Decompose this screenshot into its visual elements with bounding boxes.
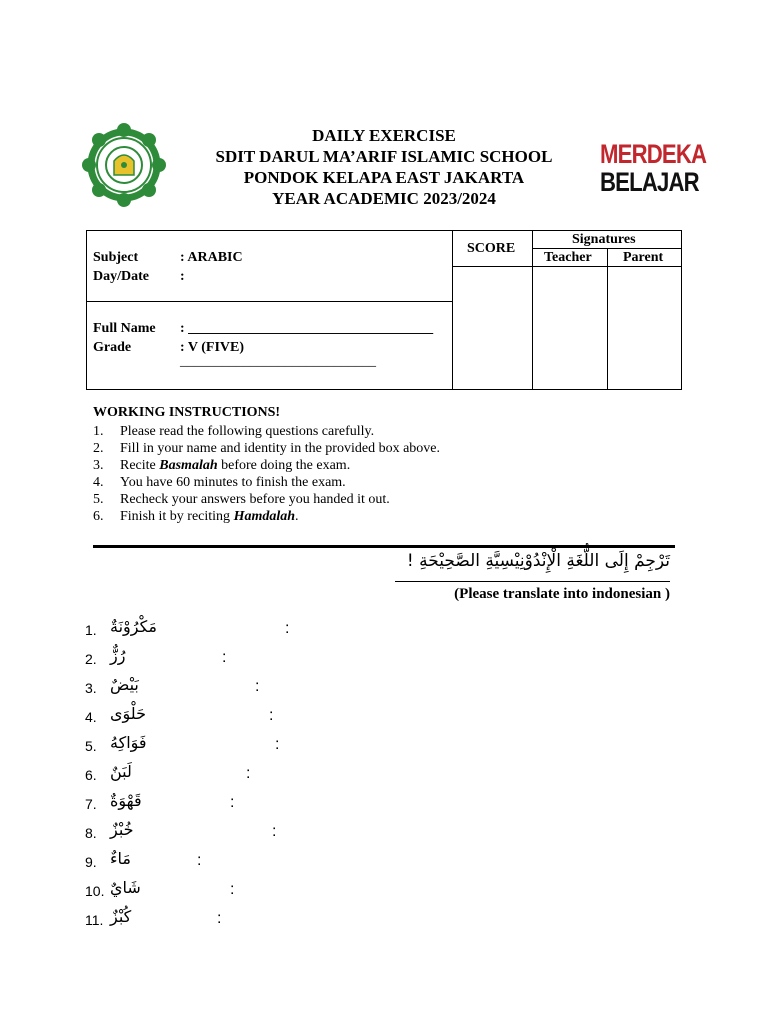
- belajar-text: BELAJAR: [600, 167, 699, 197]
- question-word: لَبَنٌ: [110, 762, 132, 781]
- fullname-field[interactable]: : ___________________________________: [180, 321, 434, 336]
- question-number: 4.: [85, 709, 97, 725]
- grade-label: Grade: [93, 340, 132, 355]
- title-line-3: PONDOK KELAPA EAST JAKARTA: [243, 168, 525, 187]
- parent-signature-box[interactable]: [608, 267, 681, 389]
- title-line-2: SDIT DARUL MA’ARIF ISLAMIC SCHOOL: [215, 147, 553, 166]
- answer-colon[interactable]: :: [246, 765, 251, 782]
- instruction-item: 6. Finish it by reciting Hamdalah.: [93, 509, 299, 524]
- answer-colon[interactable]: :: [285, 620, 290, 637]
- translate-instruction: (Please translate into indonesian ): [454, 586, 670, 602]
- question-number: 9.: [85, 854, 97, 870]
- question-word: رُزٌّ: [110, 646, 126, 665]
- signatures-label: Signatures: [572, 232, 636, 247]
- question-word: مَاءٌ: [110, 849, 131, 868]
- score-box[interactable]: [453, 267, 532, 389]
- subject-value: : ARABIC: [180, 250, 243, 265]
- fullname-label: Full Name: [93, 321, 156, 336]
- answer-colon[interactable]: :: [222, 649, 227, 666]
- answer-colon[interactable]: :: [197, 852, 202, 869]
- instruction-item: 1. Please read the following questions carefully.: [93, 424, 375, 439]
- answer-colon[interactable]: :: [255, 678, 260, 695]
- question-word: بَيْضٌ: [110, 675, 139, 694]
- question-number: 11.: [85, 912, 104, 928]
- daydate-label: Day/Date: [93, 269, 149, 284]
- arabic-instruction-heading: تَرْجِمْ إِلَى اللُّغَةِ الْإِنْدُوْنِيْسِيَّةِ الصَّحِيْحَةِ !: [406, 551, 670, 571]
- answer-colon[interactable]: :: [272, 823, 277, 840]
- question-number: 2.: [85, 651, 97, 667]
- answer-colon[interactable]: :: [230, 794, 235, 811]
- parent-label: Parent: [623, 250, 664, 265]
- question-word: مَكْرُوْنَةٌ: [110, 617, 157, 636]
- grade-blank-line[interactable]: ____________________________: [180, 354, 376, 369]
- answer-colon[interactable]: :: [217, 910, 222, 927]
- question-number: 6.: [85, 767, 97, 783]
- question-number: 1.: [85, 622, 97, 638]
- daydate-value: :: [180, 269, 185, 284]
- question-number: 5.: [85, 738, 97, 754]
- grade-value: : V (FIVE): [180, 340, 245, 355]
- answer-colon[interactable]: :: [275, 736, 280, 753]
- identity-table: [86, 230, 682, 390]
- teacher-signature-box[interactable]: [533, 267, 607, 389]
- instruction-item: 2. Fill in your name and identity in the provided box above.: [93, 441, 440, 456]
- question-word: حَلْوَى: [110, 704, 146, 723]
- question-word: قَهْوَةٌ: [110, 791, 142, 810]
- question-word: كُبْزٌ: [110, 907, 132, 926]
- title-line-4: YEAR ACADEMIC 2023/2024: [272, 189, 496, 208]
- question-word: شَايٌ: [110, 878, 141, 897]
- merdeka-text: MERDEKA: [600, 139, 707, 169]
- score-label: SCORE: [467, 241, 516, 256]
- instruction-item: 5. Recheck your answers before you handed it out.: [93, 492, 390, 507]
- school-logo: [78, 123, 170, 207]
- answer-colon[interactable]: :: [230, 881, 235, 898]
- document-title: [175, 125, 593, 209]
- subject-label: Subject: [93, 250, 139, 265]
- question-number: 7.: [85, 796, 97, 812]
- section-divider: [93, 545, 675, 548]
- title-line-1: DAILY EXERCISE: [312, 126, 456, 145]
- question-word: فَوَاكِهُ: [110, 733, 147, 752]
- question-number: 3.: [85, 680, 97, 696]
- heading-underline: [395, 581, 670, 582]
- instruction-item: 4. You have 60 minutes to finish the exam.: [93, 475, 346, 490]
- answer-colon[interactable]: :: [269, 707, 274, 724]
- instructions-title: WORKING INSTRUCTIONS!: [93, 405, 281, 420]
- question-number: 8.: [85, 825, 97, 841]
- teacher-label: Teacher: [544, 250, 592, 265]
- question-number: 10.: [85, 883, 105, 899]
- instructions-list: [93, 423, 653, 525]
- instruction-item: 3. Recite Basmalah before doing the exam.: [93, 458, 351, 473]
- question-word: خُبْزٌ: [110, 820, 134, 839]
- merdeka-belajar-logo: [600, 139, 707, 197]
